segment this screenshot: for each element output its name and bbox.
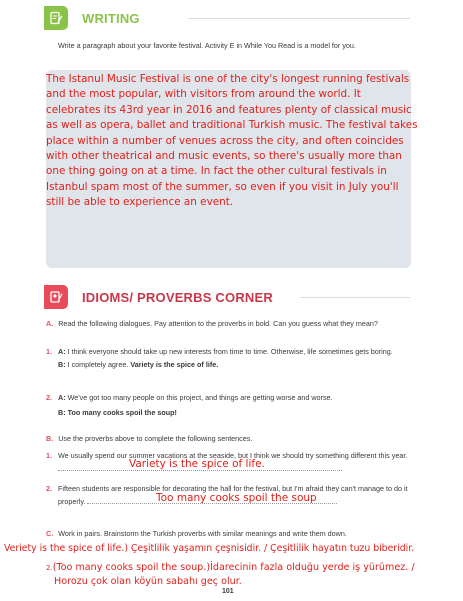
answer-2-number: 2. [46, 564, 53, 572]
sentence-1-answer: Variety is the spice of life. [129, 458, 265, 470]
dialogue-2-number: 2. [46, 393, 52, 402]
section-a-instruction [46, 319, 418, 330]
speaker-a-label: A: [58, 347, 66, 356]
writing-title: WRITING [82, 10, 140, 26]
speech-note-icon [44, 285, 68, 309]
dialogue-2 [46, 393, 436, 423]
dialogue-2-line-b [58, 408, 428, 419]
dialogue-1-b-text: I completely agree. [67, 359, 129, 369]
dialogue-1 [46, 347, 436, 387]
dialogue-1-body [58, 347, 428, 370]
idioms-section-header [44, 285, 273, 309]
section-a-text: Read the following dialogues. Pay attention to the proverbs in bold. Can you guess what they mean? [58, 319, 378, 328]
dialogue-1-number: 1. [46, 347, 52, 356]
writing-section-header [44, 6, 140, 30]
section-b-text: Use the proverbs above to complete the following sentences. [58, 434, 253, 443]
sentence-1-number: 1. [46, 451, 52, 460]
page-number: 101 [222, 588, 234, 595]
section-c-letter: C. [46, 529, 54, 538]
dialogue-1-line-b [58, 360, 428, 371]
dialogue-2-line-a [58, 393, 428, 404]
turkish-proverb-answer-2-cont: Horozu çok olan köyün sabahı geç olur. [54, 576, 242, 587]
sentence-1-prompt: We usually spend our summer vacations at the seaside, but I think we should try something different this year. [58, 451, 408, 460]
writing-header-rule [188, 18, 410, 19]
sentence-2-prompt: Fifteen students are responsible for decorating the hall for the festival, but I'm afraid they can't manage to do it properly. [58, 484, 408, 506]
section-a-letter: A. [46, 319, 54, 328]
speaker-a-label: A: [58, 393, 66, 402]
section-c-instruction [46, 529, 418, 540]
turkish-proverb-answer-1: Veriety is the spice of life.) Çeşitlilik yaşamın çeşnisidir. / Çeşitlilik hayatın tuzu biberidir. [4, 543, 415, 554]
proverb-variety: Variety is the spice of life. [130, 359, 219, 369]
idioms-header-rule [300, 297, 410, 298]
section-c-text: Work in pairs. Brainstorm the Turkish proverbs with similar meanings and write them down. [58, 529, 347, 538]
dialogue-1-a-text: I think everyone should take up new interests from time to time. Otherwise, life sometimes gets boring. [67, 347, 393, 356]
idioms-title: IDIOMS/ PROVERBS CORNER [82, 289, 273, 305]
writing-instruction: Write a paragraph about your favorite festival. Activity E in While You Read is a model for you. [58, 41, 356, 50]
section-b-instruction [46, 434, 418, 445]
speaker-b-label: B: [58, 407, 66, 417]
sentence-2-answer: Too many cooks spoil the soup [156, 492, 317, 504]
sentence-2-number: 2. [46, 484, 52, 493]
dialogue-1-line-a [58, 347, 428, 358]
pencil-paper-icon [44, 6, 68, 30]
dialogue-2-a-text: We've got too many people on this project, and things are getting worse and worse. [67, 393, 333, 402]
speaker-b-label: B: [58, 359, 66, 369]
answer-2-line-1: (Too many cooks spoil the soup.)İdarecinin fazla olduğu yerde iş yürümez. / [52, 562, 415, 573]
proverb-cooks: Too many cooks spoil the soup! [67, 407, 177, 417]
section-b-letter: B. [46, 434, 54, 443]
turkish-proverb-answer-2 [46, 562, 415, 573]
writing-answer-text: The Istanul Music Festival is one of the city's longest running festivals and the most popular, with visitors from around the world. It celebrates its 43rd year in 2016 and features plenty of classical music as well as opera, ballet and traditional Turkish music. The festival takes place within a number of venues across the city, and often coincides with other theatrical and music events, so there's usually more than one thing going on at a time. In fact the other cultural festivals in Istanbul spam most of the summer, so even if you visit in July you'll still be able to experience an event. [46, 73, 418, 209]
dialogue-2-body [58, 393, 428, 418]
